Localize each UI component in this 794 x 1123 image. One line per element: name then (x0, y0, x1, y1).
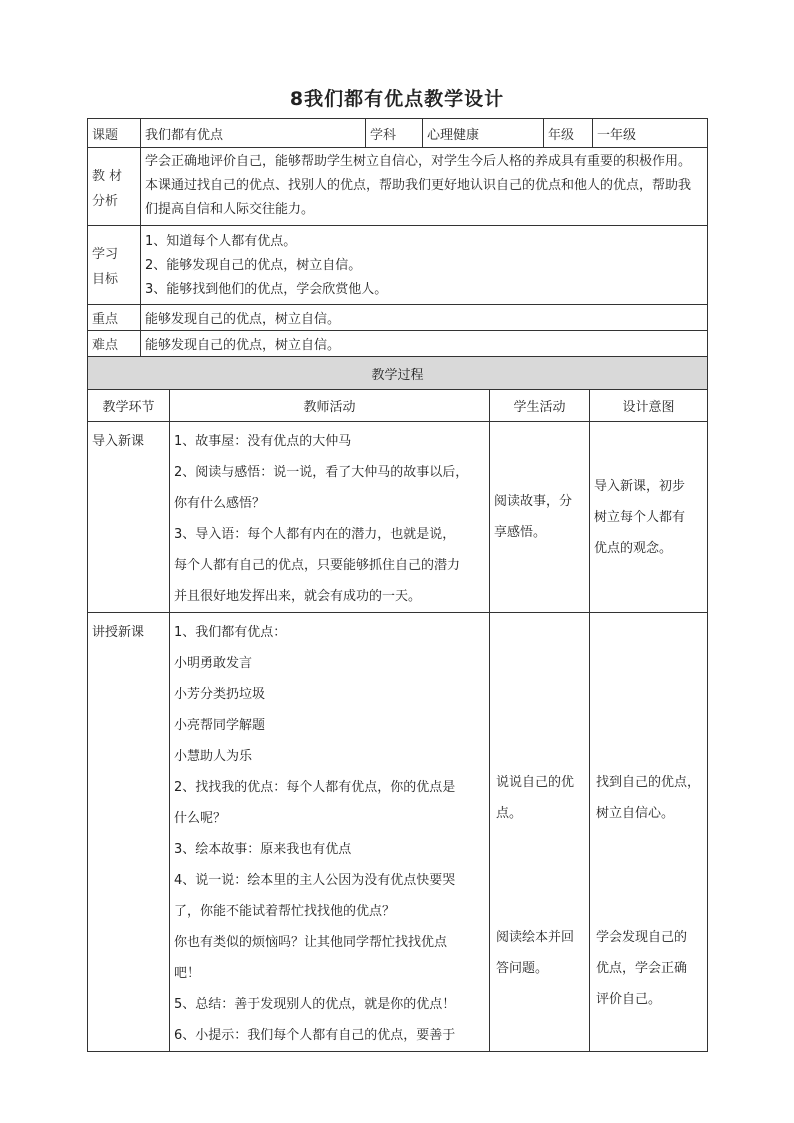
teacher-line: 2、阅读与感悟：说一说，看了大仲马的故事以后， (174, 465, 469, 480)
teacher-line: 1、我们都有优点： (174, 625, 287, 640)
course-value: 我们都有优点 (141, 119, 366, 148)
teacher-line: 吧！ (174, 966, 201, 981)
teacher-activity-cell (170, 613, 490, 1052)
stage-cell: 讲授新课 (88, 613, 170, 1052)
goal-item: 3、能够找到他们的优点，学会欣赏他人。 (145, 282, 388, 297)
student-block (496, 767, 574, 829)
difficulty-text: 能够发现自己的优点，树立自信。 (141, 331, 708, 357)
student-line: 阅读故事，分 (494, 494, 573, 509)
intent-block (596, 922, 687, 1015)
teacher-line: 3、绘本故事：原来我也有优点 (174, 842, 352, 857)
key-point-label: 重点 (88, 305, 141, 331)
goals-label-line1: 学习 (92, 247, 119, 262)
teacher-line: 小芳分类扔垃圾 (174, 687, 266, 702)
intent-line: 导入新课，初步 (594, 478, 686, 494)
student-line: 阅读绘本并回 (496, 930, 575, 945)
teacher-line: 小明勇敢发言 (174, 656, 253, 671)
design-intent-cell (590, 613, 708, 1052)
intent-block (596, 767, 700, 829)
goals-label-line2: 目标 (92, 272, 119, 287)
difficulty-label: 难点 (88, 331, 141, 357)
analysis-text: 学会正确地评价自己，能够帮助学生树立自信心，对学生今后人格的养成具有重要的积极作用。本课通过找自己的优点、找别人的优点，帮助我们更好地认识自己的优点和他人的优点，帮助我们提高自信和人际交往能力。 (141, 148, 708, 226)
process-band-title: 教学过程 (88, 357, 708, 390)
intent-line: 树立自信心。 (596, 806, 675, 821)
subject-value: 心理健康 (423, 119, 544, 148)
grade-value: 一年级 (593, 119, 708, 148)
col-header-student: 学生活动 (490, 390, 590, 422)
document-title: 8我们都有优点教学设计 (289, 88, 505, 110)
teacher-line: 4、说一说：绘本里的主人公因为没有优点快要哭 (174, 873, 456, 888)
goal-item: 1、知道每个人都有优点。 (145, 234, 297, 249)
intent-line: 优点的观念。 (594, 540, 673, 556)
course-info-table (87, 118, 708, 357)
design-intent-cell (590, 422, 708, 613)
analysis-label-line1: 教 材 (92, 168, 123, 184)
goal-item: 2、能够发现自己的优点，树立自信。 (145, 258, 362, 273)
col-header-teacher: 教师活动 (170, 390, 490, 422)
intent-line: 树立每个人都有 (594, 509, 686, 525)
teacher-line: 你有什么感悟？ (174, 496, 266, 511)
student-line: 点。 (496, 806, 523, 821)
teacher-line: 并且很好地发挥出来，就会有成功的一天。 (174, 589, 422, 604)
student-line: 答问题。 (496, 961, 549, 976)
teacher-line: 每个人都有自己的优点，只要能够抓住自己的潜力 (174, 558, 461, 573)
goals-label (88, 226, 141, 305)
teacher-line: 5、总结：善于发现别人的优点，就是你的优点！ (174, 997, 456, 1012)
col-header-intent: 设计意图 (590, 390, 708, 422)
analysis-label (88, 148, 141, 226)
student-activity-cell (490, 613, 590, 1052)
student-line: 享感悟。 (494, 525, 547, 540)
intent-line: 评价自己。 (596, 992, 662, 1007)
student-block (496, 922, 574, 984)
grade-label: 年级 (544, 119, 593, 148)
teacher-line: 你也有类似的烦恼吗？让其他同学帮忙找找优点 (174, 935, 448, 950)
stage-cell: 导入新课 (88, 422, 170, 613)
key-point-text: 能够发现自己的优点，树立自信。 (141, 305, 708, 331)
intent-line: 找到自己的优点， (596, 775, 701, 790)
teacher-line: 2、找找我的优点：每个人都有优点，你的优点是 (174, 780, 456, 795)
teaching-process-table (87, 356, 708, 1052)
teacher-activity-cell (170, 422, 490, 613)
student-activity-cell (490, 422, 590, 613)
intent-line: 学会发现自己的 (596, 930, 688, 945)
teacher-line: 3、导入语：每个人都有内在的潜力，也就是说， (174, 527, 456, 542)
teacher-line: 小亮帮同学解题 (174, 718, 266, 733)
teacher-line: 1、故事屋：没有优点的大仲马 (174, 434, 352, 449)
student-line: 说说自己的优 (496, 775, 575, 790)
intent-line: 优点，学会正确 (596, 961, 688, 976)
teacher-line: 小慧助人为乐 (174, 749, 253, 764)
col-header-stage: 教学环节 (88, 390, 170, 422)
teacher-line: 了，你能不能试着帮忙找找他的优点？ (174, 904, 396, 919)
teacher-line: 什么呢？ (174, 811, 227, 826)
goals-list (141, 226, 708, 305)
subject-label: 学科 (366, 119, 423, 148)
course-label: 课题 (88, 119, 141, 148)
analysis-label-line2: 分析 (92, 193, 119, 209)
teacher-line: 6、小提示：我们每个人都有自己的优点，要善于 (174, 1028, 456, 1043)
